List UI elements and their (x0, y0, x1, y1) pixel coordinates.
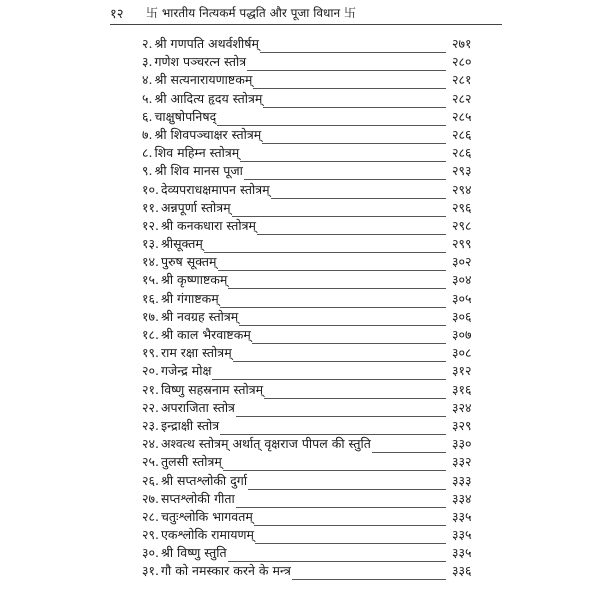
toc-entry-number: ३१. (142, 563, 159, 579)
toc-entry-text: शिव महिम्न स्तोत्रम् (154, 145, 240, 161)
toc-entry-page: ३०५ (452, 290, 472, 306)
toc-entry-number: १९. (142, 345, 159, 361)
toc-entry-title (142, 144, 446, 162)
toc-entry-title (142, 308, 446, 326)
toc-entry (0, 417, 600, 435)
toc-entry-page: २८५ (452, 108, 472, 124)
toc-entry-text: सप्तश्लोकी गीता (160, 490, 235, 506)
toc-entry-number: ५. (142, 90, 153, 106)
toc-entry-title (142, 453, 446, 471)
toc-entry-text: अश्वत्थ स्तोत्रम् अर्थात् वृक्षराज पीपल की स्तुति (160, 436, 371, 452)
toc-entry-page: ३३५ (452, 545, 472, 561)
toc-entry (0, 562, 600, 580)
toc-entry-page: २७१ (452, 36, 472, 51)
toc-entry-number: ९. (142, 163, 153, 179)
toc-entry-page: ३२४ (452, 399, 472, 415)
toc-entry-page: ३३३ (452, 472, 472, 488)
toc-entry-text: गौ को नमस्कार करने के मन्त्र (160, 563, 291, 579)
toc-entry-text: चतुःश्लोकि भागवतम् (160, 508, 253, 524)
toc-entry (0, 35, 600, 53)
toc-entry-page: ३०२ (452, 254, 472, 270)
toc-entry-number: ११. (142, 199, 159, 215)
toc-entry-title (142, 35, 446, 53)
toc-entry-text: श्री सत्यनारायणाष्टकम् (154, 72, 253, 88)
toc-entry (0, 308, 600, 326)
toc-entry-title (142, 53, 446, 71)
toc-entry-title (142, 290, 446, 308)
toc-entry (0, 508, 600, 526)
toc-entry-page: ३३४ (452, 490, 472, 506)
toc-entry-title (142, 472, 446, 490)
toc-entry-text: श्री शिवपञ्चाक्षर स्तोत्रम् (154, 126, 262, 142)
toc-entry (0, 144, 600, 162)
toc-entry (0, 362, 600, 380)
toc-entry-page: ३३० (452, 436, 472, 452)
toc-entry-number: ६. (142, 108, 153, 124)
toc-entry-number: २३. (142, 417, 159, 433)
toc-entry-page: २९३ (452, 163, 472, 179)
toc-entry-text: श्री सप्तश्लोकी दुर्गा (160, 472, 248, 488)
toc-entry-title (142, 253, 446, 271)
toc-entry-text: देव्यपराधक्षमापन स्तोत्रम् (160, 181, 270, 197)
page-header (110, 4, 502, 24)
toc-entry-number: २६. (142, 472, 159, 488)
toc-entry-number: १७. (142, 308, 159, 324)
toc-entry-number: १२. (142, 217, 159, 233)
toc-entry-page: ३०४ (452, 272, 472, 288)
toc-entry-page: २८२ (452, 90, 472, 106)
toc-entry-number: १८. (142, 327, 159, 342)
toc-entry (0, 290, 600, 308)
toc-entry-number: १५. (142, 272, 159, 288)
toc-entry-text: श्री आदित्य हृदय स्तोत्रम् (154, 90, 263, 106)
toc-entry (0, 344, 600, 362)
toc-entry (0, 90, 600, 108)
toc-entry-text: अपराजिता स्तोत्र (160, 399, 235, 415)
toc-entry-number: ३०. (142, 545, 159, 561)
toc-entry-text: पुरुष सूक्तम् (160, 254, 217, 270)
toc-entry (0, 271, 600, 289)
toc-entry-title (142, 526, 446, 544)
toc-entry-text: गजेन्द्र मोक्ष (160, 363, 212, 379)
toc-entry (0, 162, 600, 180)
toc-entry-text: राम रक्षा स्तोत्रम् (160, 345, 232, 361)
toc-entry-text: श्री शिव मानस पूजा (154, 163, 243, 179)
toc-entry-page: २८६ (452, 126, 472, 142)
toc-entry-page: ३२९ (452, 417, 472, 433)
toc-entry-page: ३१२ (452, 363, 472, 379)
toc-entry-title (142, 435, 446, 453)
toc-entry-number: ३. (142, 54, 153, 70)
toc-entry-title (142, 181, 446, 199)
toc-entry (0, 490, 600, 508)
toc-leader-line (292, 579, 446, 580)
toc-entry-text: श्री गणपति अथर्वशीर्षम् (154, 36, 259, 51)
toc-entry-number: २८. (142, 508, 159, 524)
toc-entry-number: २५. (142, 454, 159, 470)
toc-entry (0, 526, 600, 544)
toc-entry (0, 326, 600, 344)
toc-entry-text: चाक्षुषोपनिषद् (154, 108, 217, 124)
toc-entry (0, 235, 600, 253)
toc-entry-number: १६. (142, 290, 159, 306)
toc-entry-number: २४. (142, 436, 159, 452)
toc-entry-text: इन्द्राक्षी स्तोत्र (160, 417, 220, 433)
toc-entry-title (142, 417, 446, 435)
toc-entry-page: २९९ (452, 236, 472, 252)
toc-entry-text: श्री कृष्णाष्टकम् (160, 272, 228, 288)
toc-entry-title (142, 381, 446, 399)
toc-entry-title (142, 108, 446, 126)
toc-entry-number: १४. (142, 254, 159, 270)
toc-entry-text: तुलसी स्तोत्रम् (160, 454, 222, 470)
toc-entry (0, 71, 600, 89)
toc-entry-page: ३१६ (452, 381, 472, 397)
toc-entry (0, 217, 600, 235)
toc-entry-number: २१. (142, 381, 159, 397)
toc-entry-page: २८१ (452, 72, 472, 88)
toc-entry-text: एकश्लोकि रामायणम् (160, 527, 254, 543)
toc-entry-text: श्री कनकधारा स्तोत्रम् (160, 217, 257, 233)
toc-entry-page: ३०८ (452, 345, 472, 361)
toc-entry-text: श्री विष्णु स्तुति (160, 545, 227, 561)
toc-entry-title (142, 162, 446, 180)
toc-entry-page: ३०७ (452, 327, 472, 342)
toc-entry-number: ४. (142, 72, 153, 88)
toc-entry-number: २९. (142, 527, 159, 543)
toc-entry-text: श्रीसूक्तम् (160, 236, 203, 252)
toc-entry (0, 399, 600, 417)
toc-entry (0, 253, 600, 271)
toc-entry-title (142, 399, 446, 417)
toc-entry-page: २९६ (452, 199, 472, 215)
toc-entry-page: ३३६ (452, 563, 472, 579)
toc-entry-text: विष्णु सहस्रनाम स्तोत्रम् (160, 381, 264, 397)
toc-entry-number: २०. (142, 363, 159, 379)
toc-entry-page: ३३५ (452, 508, 472, 524)
toc-entry-title (142, 271, 446, 289)
toc-entry-number: २२. (142, 399, 159, 415)
toc-entry-title (142, 235, 446, 253)
toc-entry (0, 453, 600, 471)
toc-entry-text: गणेश पञ्चरत्न स्तोत्र (154, 54, 247, 70)
toc-entry-page: २८० (452, 54, 472, 70)
toc-entry-text: श्री गंगाष्टकम् (160, 290, 219, 306)
toc-entry-title (142, 90, 446, 108)
toc-entry (0, 181, 600, 199)
toc-entry-page: ३३२ (452, 454, 472, 470)
toc-entry-text: श्री काल भैरवाष्टकम् (160, 327, 251, 342)
toc-entry-title (142, 199, 446, 217)
toc-entry-title (142, 71, 446, 89)
toc-entry (0, 53, 600, 71)
toc-entry-page: ३३५ (452, 527, 472, 543)
toc-entry-text: श्री नवग्रह स्तोत्रम् (160, 308, 239, 324)
toc-entry-title (142, 126, 446, 144)
toc-entry (0, 435, 600, 453)
toc-entry-number: १०. (142, 181, 159, 197)
toc-entry (0, 544, 600, 562)
toc-entry-text: अन्नपूर्णा स्तोत्रम् (160, 199, 231, 215)
toc-entry-title (142, 326, 446, 344)
page-number: १२ (110, 7, 124, 22)
toc-entry (0, 108, 600, 126)
toc-entry-page: २८६ (452, 145, 472, 161)
toc-entry-number: १३. (142, 236, 159, 252)
toc-entry-title (142, 344, 446, 362)
running-title: 卐 भारतीय नित्यकर्म पद्धति और पूजा विधान 卐 (146, 6, 356, 20)
toc-entry-number: २७. (142, 490, 159, 506)
toc-entry-title (142, 508, 446, 526)
toc-entry-page: ३०६ (452, 308, 472, 324)
table-of-contents (0, 35, 600, 581)
toc-entry-number: ७. (142, 126, 153, 142)
toc-entry-page: २९४ (452, 181, 472, 197)
header-rule (110, 24, 502, 25)
toc-entry-title (142, 544, 446, 562)
toc-entry-page: २९८ (452, 217, 472, 233)
toc-entry-title (142, 562, 446, 580)
toc-entry (0, 472, 600, 490)
toc-entry (0, 381, 600, 399)
toc-entry (0, 199, 600, 217)
toc-entry-number: ८. (142, 145, 153, 161)
toc-entry (0, 126, 600, 144)
toc-entry-title (142, 490, 446, 508)
toc-entry-title (142, 217, 446, 235)
toc-entry-number: २. (142, 36, 153, 51)
toc-entry-title (142, 362, 446, 380)
